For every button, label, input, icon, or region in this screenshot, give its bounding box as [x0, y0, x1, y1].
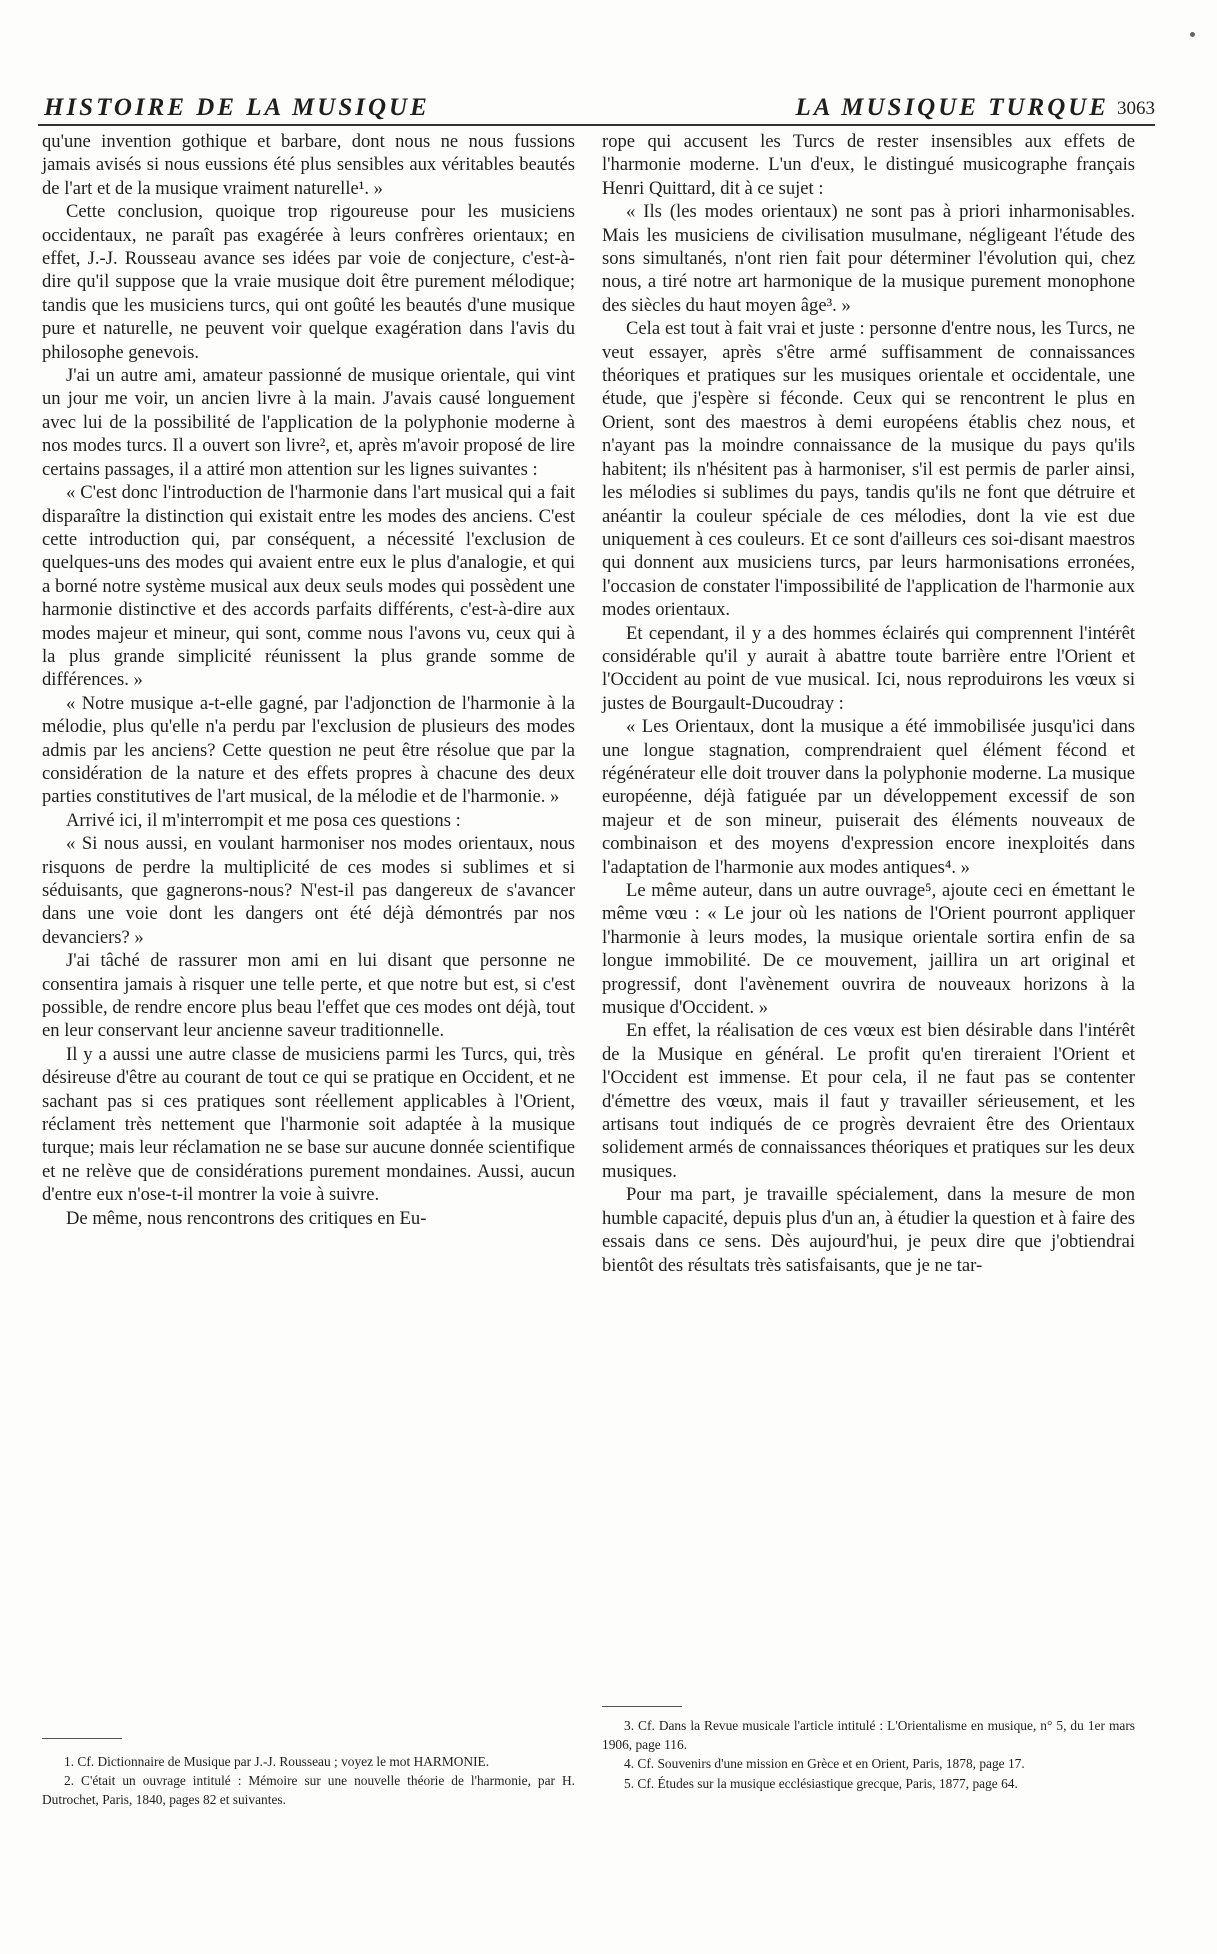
- footnote-rule-right: [602, 1706, 682, 1707]
- paragraph: Pour ma part, je travaille spécialement, dans la mesure de mon humble capacité, depuis plus d'un an, à étudier la question et à faire des essais dans ce sens. Dès aujourd'hui, je peux dire que j'obtiendrai bientôt des résultats très satisfaisants, que je ne tar-: [602, 1184, 1135, 1276]
- footnote: 5. Cf. Études sur la musique ecclésiastique grecque, Paris, 1877, page 64.: [624, 1775, 1018, 1791]
- paragraph: En effet, la réalisation de ces vœux est bien désirable dans l'intérêt de la Musique en général. Le profit qu'en tireraient l'Orient et l'Occident est immense. Et pour cela, il ne faut pas se contenter d'émettre des vœux, mais il faut y travailler sérieusement, et les artisans tout indiqués de ce progrès devraient être des Orientaux solidement armés de connaissances théoriques et pratiques sur les deux musiques.: [602, 1020, 1135, 1182]
- header-right: LA MUSIQUE TURQUE: [795, 94, 1109, 121]
- right-footnotes: [602, 1716, 1135, 1793]
- paragraph: Et cependant, il y a des hommes éclairés qui comprennent l'intérêt considérable qu'il y aurait à abattre toute barrière entre l'Orient et l'Occident au point de vue musical. Ici, nous reproduirons les vœux si justes de Bourgault-Ducoudray :: [602, 622, 1135, 714]
- paragraph: Arrivé ici, il m'interrompit et me posa ces questions :: [66, 809, 461, 831]
- quote-paragraph: « C'est donc l'introduction de l'harmonie dans l'art musical qui a fait disparaître la distinction qui existait entre les modes des anciens. C'est cette introduction qui, par conséquent, a nécessité l'exclusion de quelques-uns des modes qui avaient entre eux le plus d'analogie, et qui a borné notre système musical aux deux seuls modes qui possèdent une harmonie distinctive et des accords parfaits différents, c'est-à-dire aux modes majeur et mineur, qui sont, comme nous l'avons vu, ceux qui à la plus grande simplicité réunissent la plus grande somme de différences. »: [42, 482, 575, 691]
- left-column: [42, 130, 575, 1230]
- paragraph: Cela est tout à fait vrai et juste : personne d'entre nous, les Turcs, ne veut essayer, après s'être armé suffisamment de connaissances théoriques et pratiques sur les musiques orientale et occidentale, une étude, que j'espère si féconde. Ceux qui se rencontrent le plus en Orient, sont des maestros à demi européens établis chez nous, et n'ayant pas la moindre connaissance de la musique du pays qu'ils habitent; ils n'hésitent pas à harmoniser, s'il est permis de parler ainsi, les mélodies si sublimes du pays, tandis qu'ils ne font que détruire et anéantir la couleur spéciale de ces mélodies, dont la vie est due uniquement à ces couleurs. Et ce sont d'ailleurs ces soi-disant maestros qui donnent aux musiciens turcs, par leurs harmonisations erronées, l'occasion de constater l'impossibilité de l'application de l'harmonie aux modes orientaux.: [602, 318, 1135, 621]
- quote-paragraph: « Ils (les modes orientaux) ne sont pas à priori inharmonisables. Mais les musiciens de civilisation musulmane, négligeant l'étude des sons simultanés, n'ont rien fait pour déterminer l'évolution qui, chez nous, a tiré notre art harmonique de la musique purement monophone des siècles du haut moyen âge³. »: [602, 201, 1135, 316]
- footnote: 1. Cf. Dictionnaire de Musique par J.-J. Rousseau ; voyez le mot HARMONIE.: [64, 1754, 490, 1769]
- paragraph: J'ai tâché de rassurer mon ami en lui disant que personne ne consentira jamais à risquer une telle perte, et que notre but est, si c'est possible, de rendre encore plus beau l'effet que ces modes ont déjà, tout en leur conservant leur ancienne saveur traditionnelle.: [42, 950, 575, 1042]
- paragraph: Le même auteur, dans un autre ouvrage⁵, ajoute ceci en émettant le même vœu : « Le jour où les nations de l'Orient pourront appliquer l'harmonie à leurs modes, la musique orientale sortira enfin de sa longue immobilité. De ce mouvement, jaillira un art original et progressif, dont l'avènement ouvrira de nouveaux horizons à la musique d'Occident. »: [602, 880, 1135, 1019]
- paragraph: Il y a aussi une autre classe de musiciens parmi les Turcs, qui, très désireuse d'être au courant de tout ce qui se pratique en Occident, et ne sachant pas si ces pratiques sont réellement applicables à l'Orient, réclament très nettement que l'harmonie soit adaptée à la musique turque; mais leur réclamation ne se base sur aucune donnée scientifique et ne relève que de considérations purement mondaines. Aussi, aucun d'entre eux n'ose-t-il montrer la voie à suivre.: [42, 1043, 575, 1206]
- header-left: HISTOIRE DE LA MUSIQUE: [44, 94, 430, 121]
- quote-paragraph: « Notre musique a-t-elle gagné, par l'adjonction de l'harmonie à la mélodie, plus qu'elle n'a perdu par l'exclusion de plusieurs des modes admis par les anciens? Cette question ne peut être résolue que par la considération de la nature et des effets propres à chacune des deux parties constitutives de l'art musical, de la mélodie et de l'harmonie. »: [42, 692, 575, 808]
- header-rule: [38, 124, 1155, 126]
- page-number: 3063: [1117, 98, 1155, 119]
- footnote: 3. Cf. Dans la Revue musicale l'article intitulé : L'Orientalisme en musique, n° 5, du 1er mars 1906, page 116.: [602, 1718, 1135, 1753]
- paragraph: J'ai un autre ami, amateur passionné de musique orientale, qui vint un jour me voir, un ancien livre à la main. J'avais causé longuement avec lui de la possibilité de l'application de la polyphonie moderne à nos modes turcs. Il a ouvert son livre², et, après m'avoir proposé de lire certains passages, il a attiré mon attention sur les lignes suivantes :: [42, 365, 575, 480]
- footnote-rule-left: [42, 1738, 122, 1739]
- right-column: [602, 130, 1135, 1277]
- left-footnotes: [42, 1752, 575, 1810]
- running-header: [44, 94, 1155, 128]
- paragraph: rope qui accusent les Turcs de rester insensibles aux effets de l'harmonie moderne. L'un d'eux, le distingué musicographe français Henri Quittard, dit à ce sujet :: [602, 131, 1135, 199]
- footnote: 2. C'était un ouvrage intitulé : Mémoire sur une nouvelle théorie de l'harmonie, par H. Dutrochet, Paris, 1840, pages 82 et suivantes.: [42, 1773, 575, 1808]
- quote-paragraph: « Si nous aussi, en voulant harmoniser nos modes orientaux, nous risquons de perdre la multiplicité de ces modes si sublimes et si séduisants, que gagnerons-nous? N'est-il pas dangereux de s'avancer dans une voie dont les dangers ont été déjà démontrés par nos devanciers? »: [42, 833, 575, 948]
- paragraph: qu'une invention gothique et barbare, dont nous ne nous fussions jamais avisés si nous eussions été plus sensibles aux véritables beautés de l'art et de la musique vraiment naturelle¹. »: [42, 131, 575, 199]
- margin-mark: [1190, 32, 1195, 37]
- footnote: 4. Cf. Souvenirs d'une mission en Grèce et en Orient, Paris, 1878, page 17.: [624, 1756, 1025, 1772]
- quote-paragraph: « Les Orientaux, dont la musique a été immobilisée jusqu'ici dans une longue stagnation, comprendraient quel élément fécond et régénérateur elle doit trouver dans la polyphonie moderne. La musique européenne, déjà fatiguée par un développement excessif de son majeur et de son mineur, puiserait des éléments nouveaux de combinaison et des moyens d'expression encore inexploités dans l'adaptation de l'harmonie aux modes antiques⁴. »: [602, 716, 1135, 878]
- paragraph: Cette conclusion, quoique trop rigoureuse pour les musiciens occidentaux, ne paraît pas exagérée à leurs confrères orientaux; en effet, J.-J. Rousseau avance ses idées par voie de conjecture, c'est-à-dire qu'il suppose que la vraie musique doit être purement mélodique; tandis que les musiciens turcs, qui ont goûté les beautés d'une musique pure et naturelle, ne peuvent voir quelque exagération dans l'avis du philosophe genevois.: [42, 201, 575, 363]
- paragraph: De même, nous rencontrons des critiques en Eu-: [66, 1207, 427, 1229]
